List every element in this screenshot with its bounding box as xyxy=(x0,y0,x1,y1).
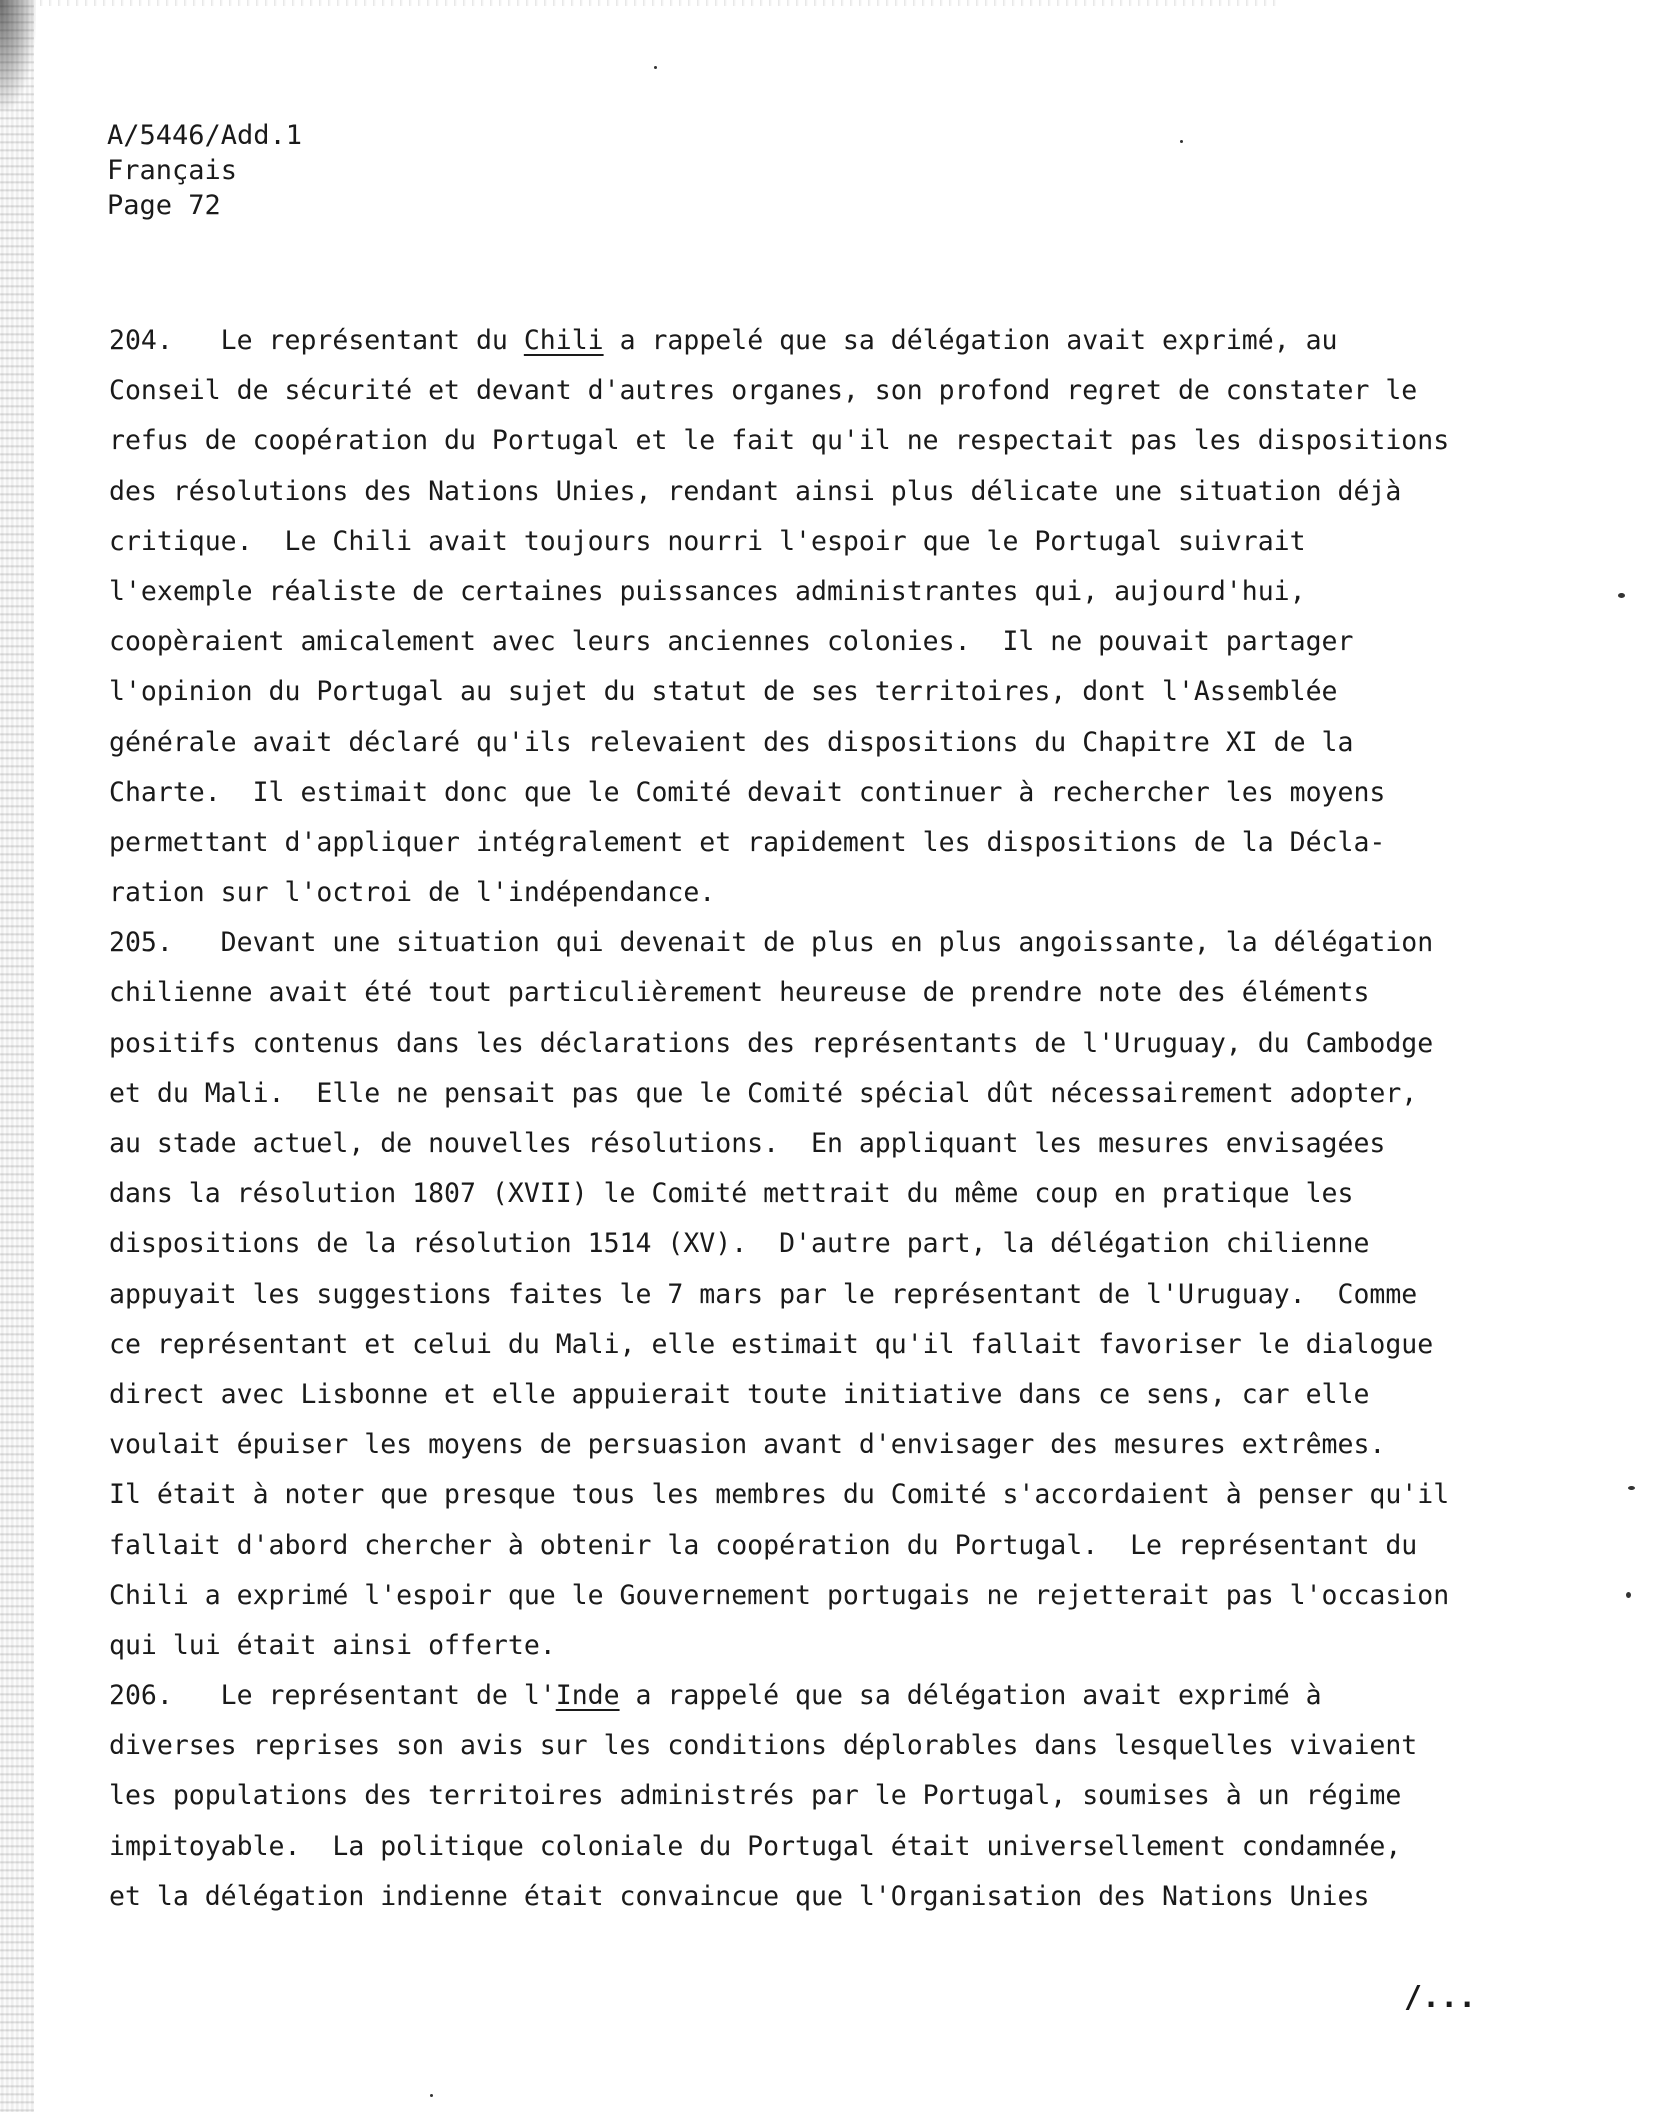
text-line xyxy=(109,517,1509,567)
text-line xyxy=(109,667,1509,717)
text-line xyxy=(109,416,1509,466)
underlined-country-name: Chili xyxy=(523,325,604,356)
text-run: au stade actuel, de nouvelles résolutions. En appliquant les mesures envisagées xyxy=(109,1128,1386,1159)
scan-top-noise xyxy=(40,0,1280,6)
scan-speck xyxy=(1618,593,1625,598)
text-run: l'opinion du Portugal au sujet du statut de ses territoires, dont l'Assemblée xyxy=(109,676,1338,708)
text-run: Il était à noter que presque tous les membres du Comité s'accordaient à penser qu'il xyxy=(109,1479,1450,1511)
text-run: les populations des territoires administrés par le Portugal, soumises à un régime xyxy=(109,1780,1402,1812)
text-run: diverses reprises son avis sur les conditions déplorables dans lesquelles vivaient xyxy=(109,1730,1418,1762)
text-line xyxy=(109,1019,1509,1069)
text-run: des résolutions des Nations Unies, rendant ainsi plus délicate une situation déjà xyxy=(109,475,1402,507)
text-run: qui lui était ainsi offerte. xyxy=(109,1629,556,1661)
text-line xyxy=(109,1771,1509,1821)
text-line xyxy=(109,818,1509,868)
text-run: 206. Le représentant de l' xyxy=(109,1680,556,1712)
text-run: 205. Devant une situation qui devenait de plus en plus angoissante, la délégation xyxy=(109,927,1434,959)
text-line xyxy=(109,1872,1509,1922)
text-run: appuyait les suggestions faites le 7 mars par le représentant de l'Uruguay. Comme xyxy=(109,1278,1418,1310)
text-run: chilienne avait été tout particulièrement heureuse de prendre note des éléments xyxy=(109,977,1370,1009)
text-run: et la délégation indienne était convaincue que l'Organisation des Nations Unies xyxy=(109,1880,1370,1912)
document-header xyxy=(107,118,302,223)
text-line xyxy=(109,1420,1509,1470)
scan-speck xyxy=(1626,1592,1631,1598)
text-run: dispositions de la résolution 1514 (XV). D'autre part, la délégation chilienne xyxy=(109,1228,1370,1260)
scan-speck xyxy=(430,2094,433,2097)
body-text xyxy=(109,316,1509,1922)
text-line xyxy=(109,1320,1509,1370)
text-line xyxy=(109,1119,1509,1169)
text-line xyxy=(109,1521,1509,1571)
text-run: permettant d'appliquer intégralement et rapidement les dispositions de la Décla- xyxy=(109,826,1386,858)
text-line xyxy=(109,1219,1509,1269)
text-line xyxy=(109,1370,1509,1420)
text-run: coopèraient amicalement avec leurs anciennes colonies. Il ne pouvait partager xyxy=(109,626,1354,658)
text-line xyxy=(109,968,1509,1018)
text-run: ce représentant et celui du Mali, elle estimait qu'il fallait favoriser le dialogue xyxy=(109,1328,1434,1360)
continuation-mark: /... xyxy=(1404,1980,1477,2015)
scan-corner-shadow xyxy=(0,0,36,110)
text-line xyxy=(109,567,1509,617)
scan-speck xyxy=(654,66,657,69)
text-run: l'exemple réaliste de certaines puissances administrantes qui, aujourd'hui, xyxy=(109,575,1306,607)
text-line xyxy=(109,1571,1509,1621)
document-language: Français xyxy=(107,155,238,186)
text-run: 204. Le représentant du xyxy=(109,325,524,356)
underlined-country-name: Inde xyxy=(555,1680,620,1712)
text-line xyxy=(109,1169,1509,1219)
text-run: générale avait déclaré qu'ils relevaient des dispositions du Chapitre XI de la xyxy=(109,726,1354,758)
text-run: critique. Le Chili avait toujours nourri l'espoir que le Portugal suivrait xyxy=(109,525,1306,557)
text-line xyxy=(109,316,1509,366)
text-run: fallait d'abord chercher à obtenir la coopération du Portugal. Le représentant du xyxy=(109,1529,1418,1561)
text-line xyxy=(109,366,1509,416)
text-line xyxy=(109,768,1509,818)
text-line xyxy=(109,918,1509,968)
scan-speck xyxy=(1180,140,1183,143)
text-run: impitoyable. La politique coloniale du Portugal était universellement condamnée, xyxy=(109,1830,1402,1862)
scan-speck xyxy=(1628,1486,1635,1490)
scan-edge-noise xyxy=(0,0,34,2112)
document-symbol: A/5446/Add.1 xyxy=(107,120,303,151)
text-line xyxy=(109,1822,1509,1872)
page-number: Page 72 xyxy=(107,190,221,221)
text-line xyxy=(109,467,1509,517)
text-run: Conseil de sécurité et devant d'autres organes, son profond regret de constater le xyxy=(109,375,1418,407)
text-line xyxy=(109,1721,1509,1771)
text-line xyxy=(109,868,1509,918)
text-line xyxy=(109,1621,1509,1671)
text-line xyxy=(109,617,1509,667)
text-line xyxy=(109,1470,1509,1520)
text-run: et du Mali. Elle ne pensait pas que le Comité spécial dût nécessairement adopter, xyxy=(109,1077,1418,1109)
text-run: direct avec Lisbonne et elle appuierait toute initiative dans ce sens, car elle xyxy=(109,1378,1370,1410)
text-run: ration sur l'octroi de l'indépendance. xyxy=(109,877,716,909)
text-run: a rappelé que sa délégation avait exprimé à xyxy=(619,1680,1322,1712)
text-run: voulait épuiser les moyens de persuasion avant d'envisager des mesures extrêmes. xyxy=(109,1429,1386,1461)
text-line xyxy=(109,1270,1509,1320)
text-run: Charte. Il estimait donc que le Comité devait continuer à rechercher les moyens xyxy=(109,776,1386,808)
text-line xyxy=(109,1069,1509,1119)
text-run: refus de coopération du Portugal et le fait qu'il ne respectait pas les dispositions xyxy=(109,425,1450,457)
text-run: Chili a exprimé l'espoir que le Gouvernement portugais ne rejetterait pas l'occasion xyxy=(109,1579,1450,1611)
text-line xyxy=(109,718,1509,768)
text-line xyxy=(109,1671,1509,1721)
text-run: positifs contenus dans les déclarations des représentants de l'Uruguay, du Cambodge xyxy=(109,1027,1434,1059)
text-run: dans la résolution 1807 (XVII) le Comité mettrait du même coup en pratique les xyxy=(109,1178,1354,1210)
text-run: a rappelé que sa délégation avait exprimé, au xyxy=(603,325,1338,356)
